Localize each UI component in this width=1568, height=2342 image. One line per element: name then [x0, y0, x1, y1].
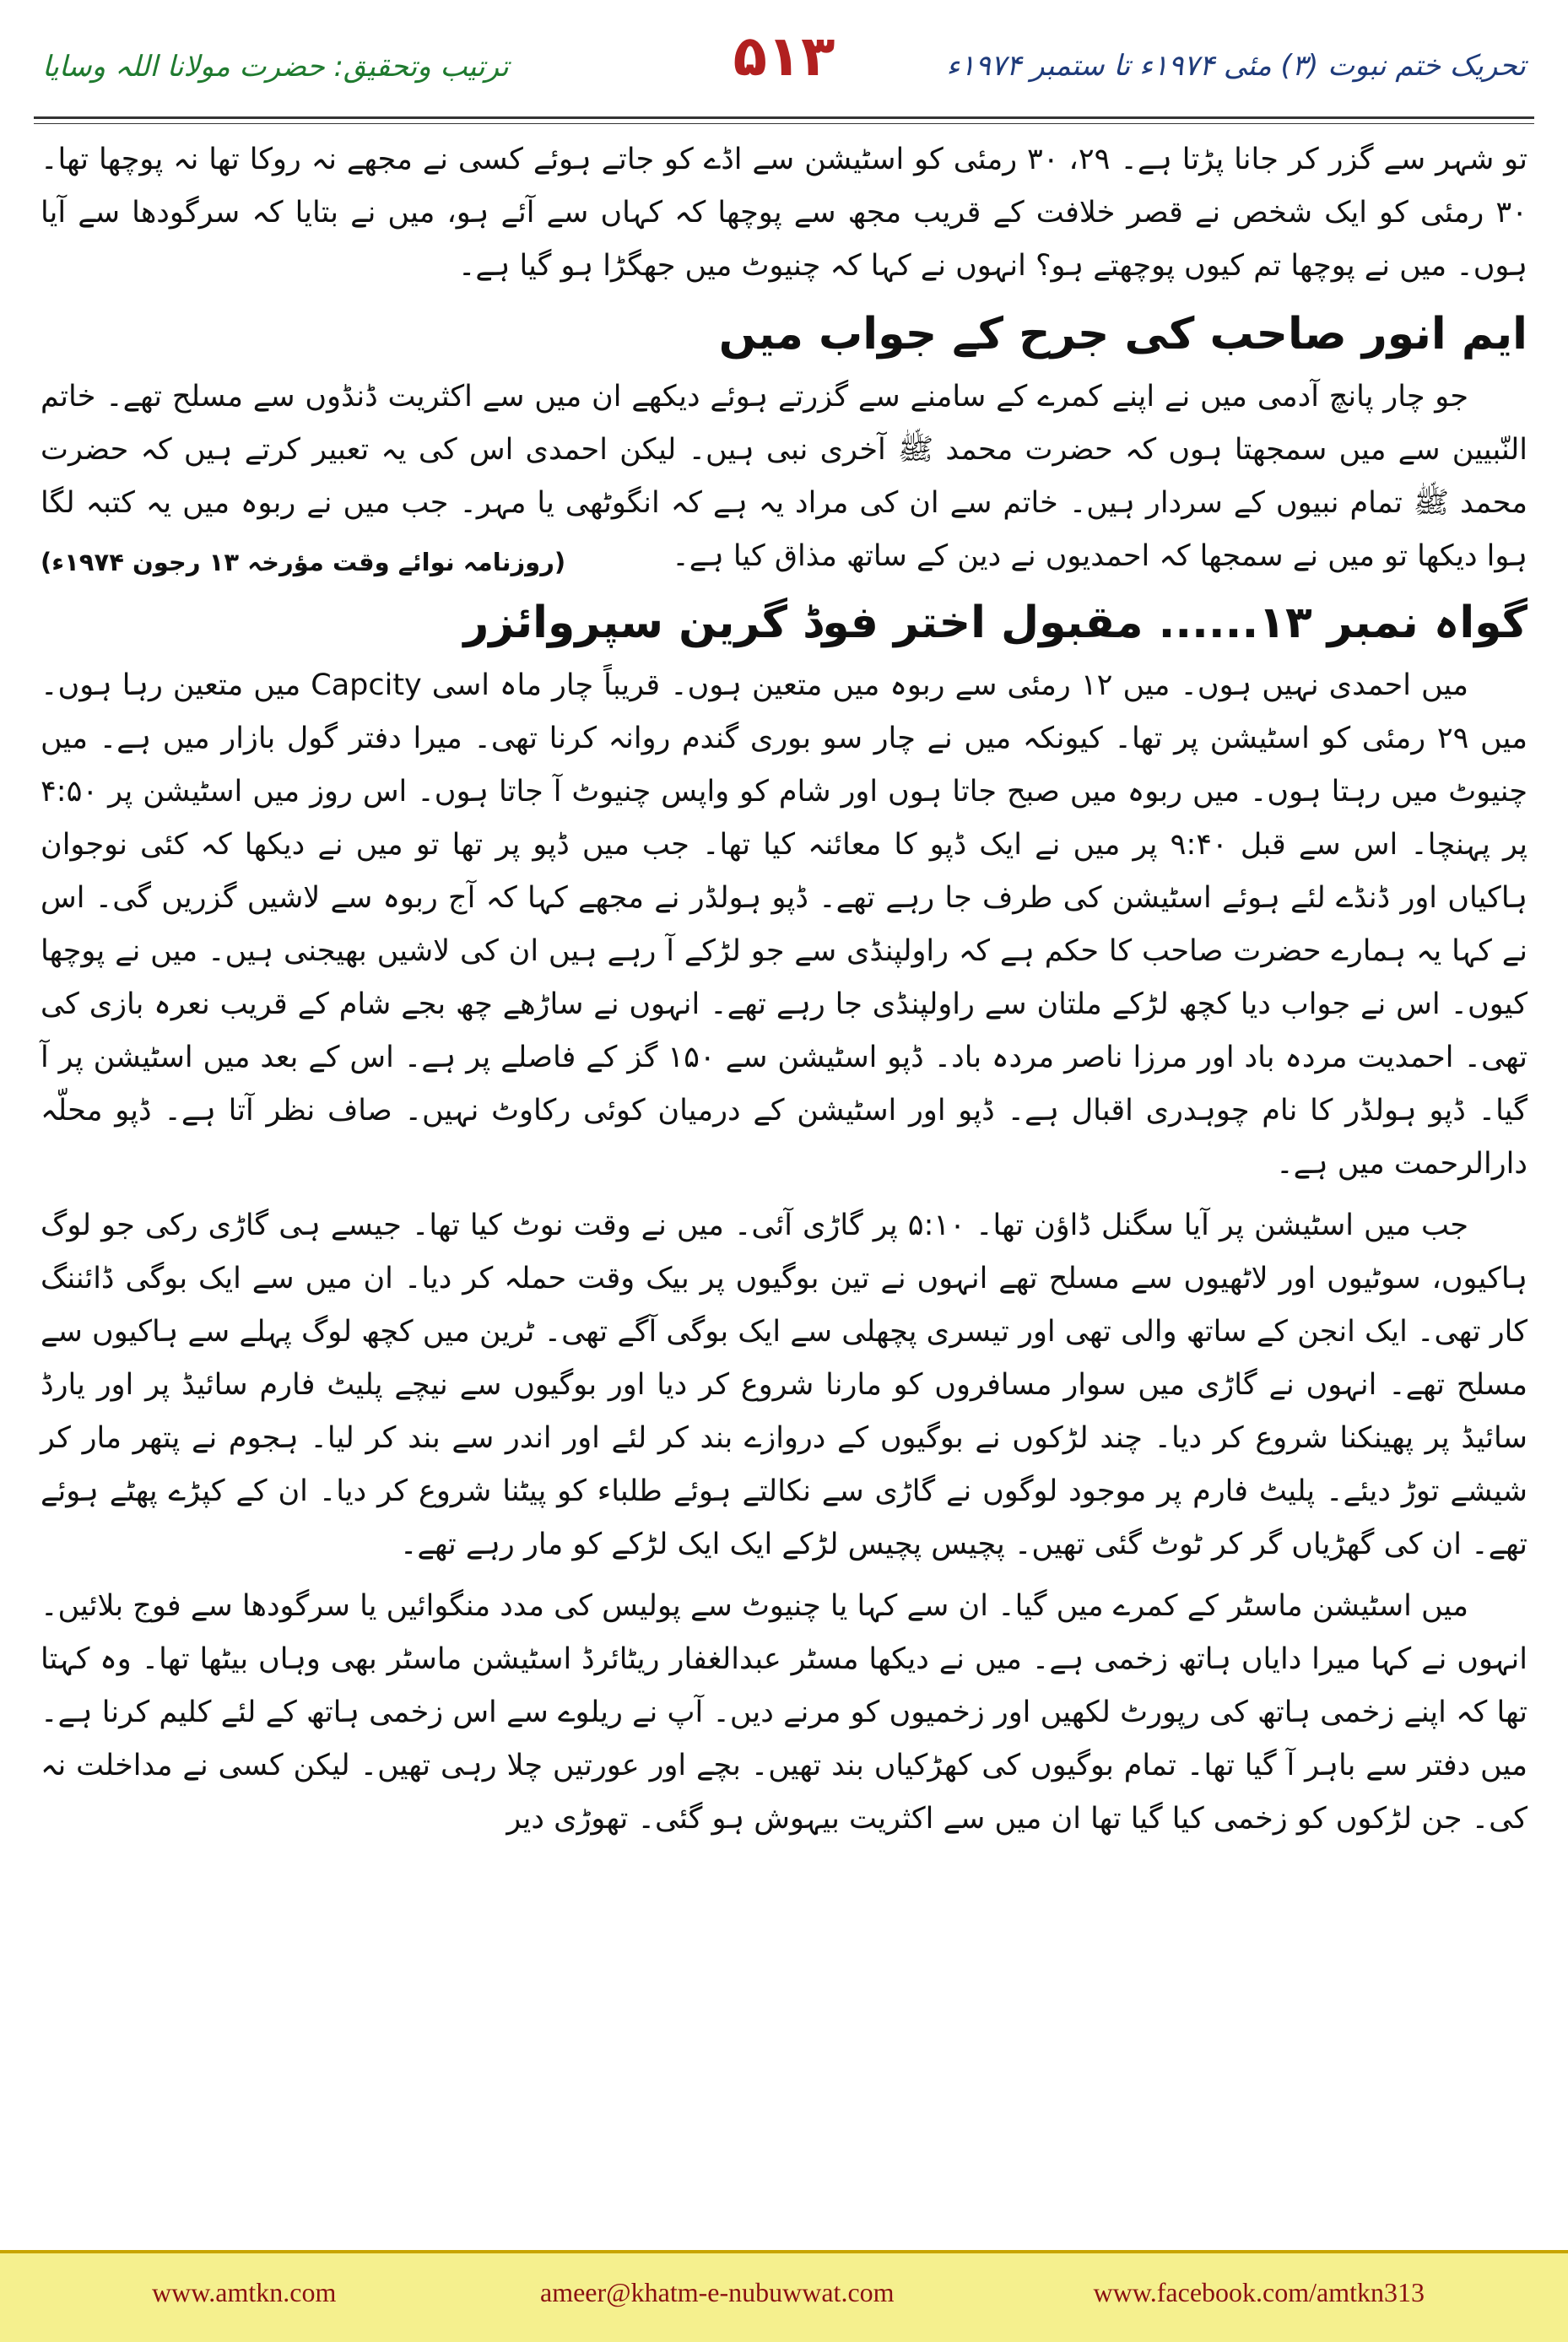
- facebook-link[interactable]: www.facebook.com/amtkn313: [1093, 2277, 1425, 2307]
- paragraph-3: میں احمدی نہیں ہوں۔ میں ۱۲ رمئی سے ربوہ میں متعین ہوں۔ قریباً چار ماہ اسی Capcity میں متعین رہا ہوں۔ میں ۲۹ رمئی کو اسٹیشن پر تھا۔ کیونکہ میں نے چار سو بوری گندم روانہ کرنا تھی۔ میرا دفتر گول بازار میں ہے۔ میں چنیوٹ میں رہتا ہوں۔ میں ربوہ میں صبح جاتا ہوں اور شام کو واپس چنیوٹ آ جاتا ہوں۔ اس روز میں اسٹیشن پر ۴:۵۰ پر پہنچا۔ اس سے قبل ۹:۴۰ پر میں نے ایک ڈپو کا معائنہ کیا تھا۔ جب میں ڈپو پر تھا تو میں نے دیکھا کہ کئی نوجوان ہاکیاں اور ڈنڈے لئے ہوئے اسٹیشن کی طرف جا رہے تھے۔ ڈپو ہولڈر نے مجھے کہا کہ آج ربوہ سے لاشیں گزریں گی۔ اس نے کہا یہ ہمارے حضرت صاحب کا حکم ہے کہ راولپنڈی سے جو لڑکے آ رہے ہیں ان کی لاشیں بھیجنی ہیں۔ میں نے پوچھا کیوں۔ اس نے جواب دیا کچھ لڑکے ملتان سے راولپنڈی جا رہے تھے۔ انہوں نے ساڑھے چھ بجے شام کے قریب نعرہ بازی کی تھی۔ احمدیت مردہ باد اور مرزا ناصر مردہ باد۔ ڈپو اسٹیشن سے ۱۵۰ گز کے فاصلے پر ہے۔ اس کے بعد میں اسٹیشن پر آ گیا۔ ڈپو ہولڈر کا نام چوہدری اقبال ہے۔ ڈپو اور اسٹیشن کے درمیان کوئی رکاوٹ نہیں۔ صاف نظر آتا ہے۔ ڈپو محلّہ دارالرحمت میں ہے۔: [41, 668, 1527, 1181]
- page-footer: [0, 2250, 1568, 2342]
- compiler-credit: ترتیب وتحقیق: حضرت مولانا اللہ وسایا: [42, 50, 509, 84]
- paragraph-4: جب میں اسٹیشن پر آیا سگنل ڈاؤن تھا۔ ۵:۱۰ پر گاڑی آئی۔ میں نے وقت نوٹ کیا تھا۔ جیسے ہی گاڑی رکی جو لوگ ہاکیوں، سوٹیوں اور لاٹھیوں سے مسلح تھے انہوں نے تین بوگیوں پر بیک وقت حملہ کر دیا۔ ان میں سے ایک بوگی ڈائننگ کار تھی۔ ایک انجن کے ساتھ والی تھی اور تیسری پچھلی سے ایک بوگی آگے تھی۔ ٹرین میں کچھ لوگ پہلے سے ہاکیوں سے مسلح تھے۔ انہوں نے گاڑی میں سوار مسافروں کو مارنا شروع کر دیا اور بوگیوں سے نیچے پلیٹ فارم سائیڈ پر اور یارڈ سائیڈ پر پھینکنا شروع کر دیا۔ چند لڑکوں نے بوگیوں کے دروازے بند کر لئے اور اندر سے بند کر لیا۔ ہجوم نے پتھر مار کر شیشے توڑ دیئے۔ پلیٹ فارم پر موجود لوگوں نے گاڑی سے نکالتے ہوئے طلباء کو پیٹنا شروع کر دیا۔ ان کے کپڑے پھٹے ہوئے تھے۔ ان کی گھڑیاں گر کر ٹوٹ گئی تھیں۔ پچیس پچیس لڑکے ایک ایک لڑکے کو مار رہے تھے۔: [41, 1209, 1527, 1561]
- citation-nawa-e-waqt: (روزنامہ نوائے وقت مؤرخہ ۱۳ رجون ۱۹۷۴ء): [41, 548, 566, 576]
- section-heading-witness-13: گواہ نمبر ۱۳...... مقبول اختر فوڈ گرین سپروائزر: [463, 598, 1527, 648]
- paragraph-5: میں اسٹیشن ماسٹر کے کمرے میں گیا۔ ان سے کہا یا چنیوٹ سے پولیس کی مدد منگوائیں یا سرگودھا سے فوج بلائیں۔ انہوں نے کہا میرا دایاں ہاتھ زخمی ہے۔ میں نے دیکھا مسٹر عبدالغفار ریٹائرڈ اسٹیشن ماسٹر بھی وہاں بیٹھا تھا۔ وہ کہتا تھا کہ اپنے زخمی ہاتھ کی رپورٹ لکھیں اور زخمیوں کو مرنے دیں۔ آپ نے ریلوے سے اس زخمی ہاتھ کے لئے کلیم کرنا ہے۔ میں دفتر سے باہر آ گیا تھا۔ تمام بوگیوں کی کھڑکیاں بند تھیں۔ بچے اور عورتیں چلا رہی تھیں۔ لیکن کسی نے مداخلت نہ کی۔ جن لڑکوں کو زخمی کیا گیا تھا ان میں سے اکثریت بیہوش ہو گئی۔ تھوڑی دیر: [41, 1589, 1527, 1836]
- paragraph-2: جو چار پانچ آدمی میں نے اپنے کمرے کے سامنے سے گزرتے ہوئے دیکھے ان میں سے اکثریت ڈنڈوں سے مسلح تھے۔ خاتم النّبیین سے میں سمجھتا ہوں کہ حضرت محمد ﷺ آخری نبی ہیں۔ لیکن احمدی اس کی یہ تعبیر کرتے ہیں کہ حضرت محمد ﷺ تمام نبیوں کے سردار ہیں۔ خاتم سے ان کی مراد یہ ہے کہ انگوٹھی یا مہر۔ جب میں نے ربوہ میں یہ کتبہ لگا ہوا دیکھا تو میں نے سمجھا کہ احمدیوں نے دین کے ساتھ مذاق کیا ہے۔: [41, 380, 1527, 573]
- page-number: ۵۱۳: [733, 24, 835, 89]
- website-link[interactable]: www.amtkn.com: [152, 2277, 337, 2307]
- section-heading-cross-examination: ایم انور صاحب کی جرح کے جواب میں: [718, 309, 1527, 360]
- series-title: تحریک ختم نبوت (۳) مئی ۱۹۷۴ء تا ستمبر ۱۹۷۴ء: [946, 49, 1526, 83]
- header-rule: [34, 116, 1534, 119]
- page-body: [41, 133, 1527, 2224]
- page-header: [34, 17, 1534, 118]
- email-link[interactable]: ameer@khatm-e-nubuwwat.com: [540, 2277, 895, 2307]
- header-rule-thin: [34, 123, 1534, 124]
- paragraph-1: تو شہر سے گزر کر جانا پڑتا ہے۔ ۲۹، ۳۰ رمئی کو اسٹیشن سے اڈے کو جاتے ہوئے کسی نے مجھے نہ روکا تھا نہ پوچھا تھا۔ ۳۰ رمئی کو ایک شخص نے قصر خلافت کے قریب مجھ سے پوچھا کہ کہاں سے آئے ہو، میں نے بتایا کہ سرگودھا سے آیا ہوں۔ میں نے پوچھا تم کیوں پوچھتے ہو؟ انہوں نے کہا کہ چنیوٹ میں جھگڑا ہو گیا ہے۔: [41, 143, 1528, 283]
